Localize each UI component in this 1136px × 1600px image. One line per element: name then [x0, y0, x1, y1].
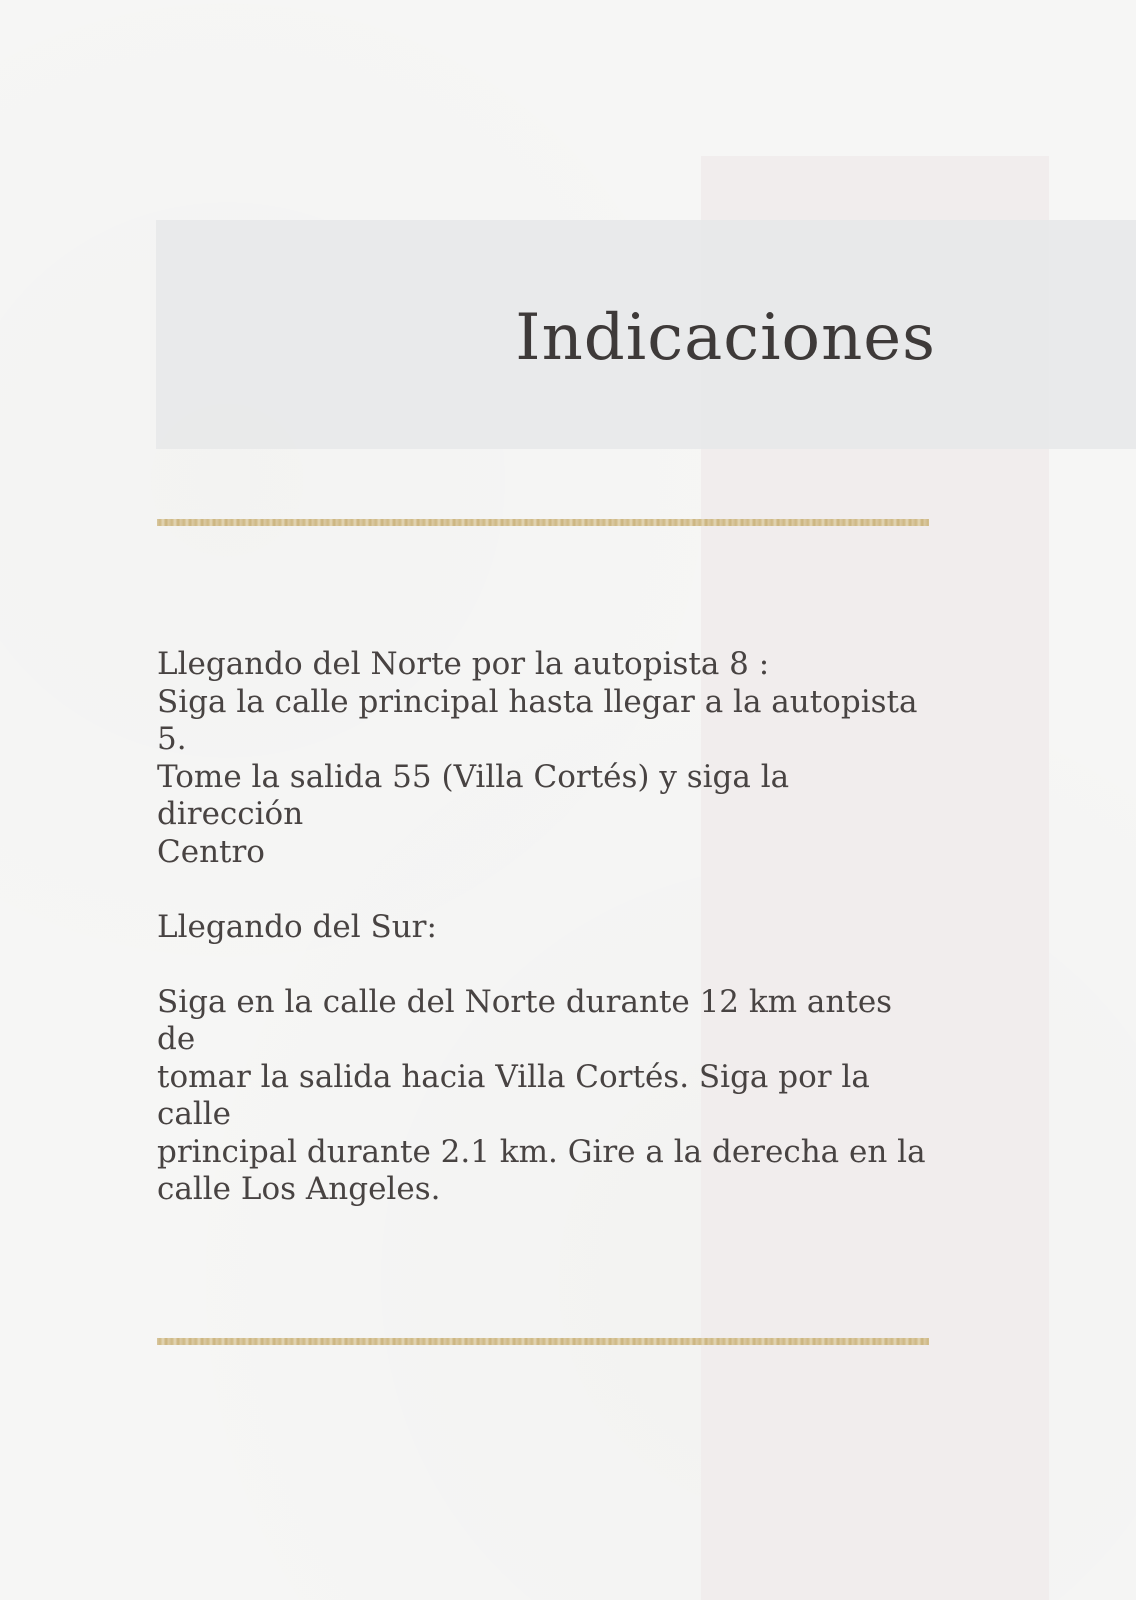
- north-line: Tome la salida 55 (Villa Cortés) y siga la dirección: [157, 758, 790, 832]
- gold-divider-top: [157, 519, 929, 526]
- south-line: calle Los Angeles.: [157, 1171, 441, 1207]
- north-line: Centro: [157, 833, 265, 870]
- gold-divider-bottom: [157, 1338, 929, 1345]
- page-title: Indicaciones: [515, 301, 936, 375]
- south-line: Siga en la calle del Norte durante 12 km antes de: [157, 983, 893, 1057]
- south-line: tomar la salida hacia Villa Cortés. Siga por la calle: [157, 1058, 870, 1132]
- south-heading: Llegando del Sur:: [157, 908, 437, 945]
- directions-text: [157, 646, 937, 1209]
- south-line: principal durante 2.1 km. Gire a la derecha en la: [157, 1133, 926, 1170]
- north-line: Siga la calle principal hasta llegar a la autopista 5.: [157, 683, 918, 757]
- paragraph-gap: [157, 946, 937, 984]
- paragraph-gap: [157, 871, 937, 909]
- north-heading: Llegando del Norte por la autopista 8 :: [157, 646, 770, 682]
